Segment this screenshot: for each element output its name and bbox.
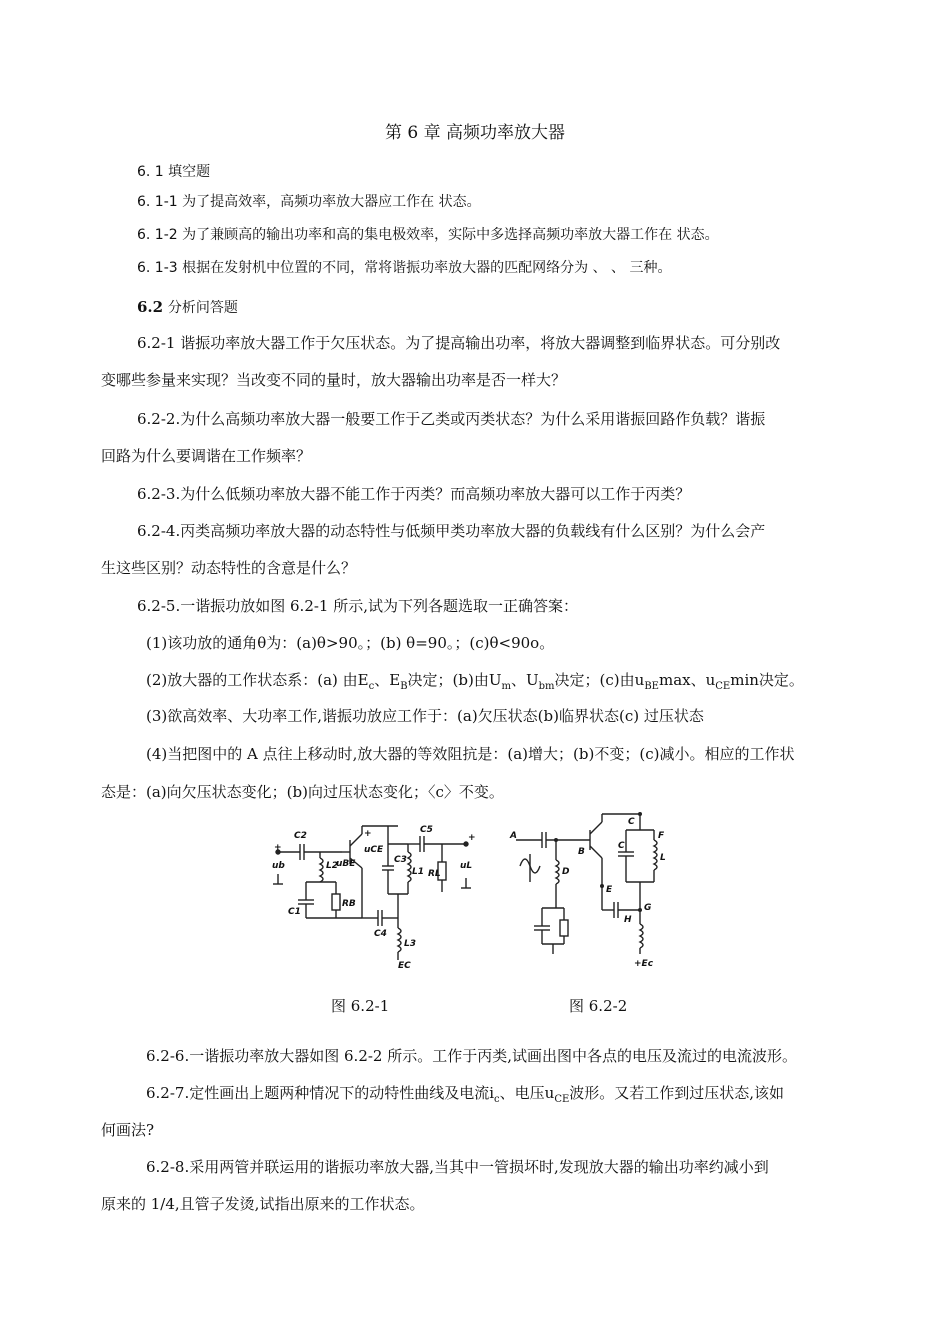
- fig2-label-e: E: [606, 885, 613, 895]
- q7-sub-ce: CE: [554, 1094, 570, 1105]
- fig1-label-plus-output: +: [468, 833, 476, 843]
- option2-text-f: max、u: [658, 671, 716, 689]
- option2-sub-m: m: [501, 681, 511, 692]
- option2-text-b: 、E: [374, 671, 401, 689]
- fig1-label-c3: C3: [394, 855, 407, 865]
- question-6-2-8-line1: 6.2-8.采用两管并联运用的谐振功率放大器,当其中一管损坏时,发现放大器的输出功率约减小到: [146, 1158, 769, 1176]
- fig2-label-d: D: [562, 867, 570, 877]
- fig2-label-b: B: [578, 847, 585, 857]
- fig1-label-c1: C1: [288, 907, 301, 917]
- question-6-1-1: 6. 1-1 为了提高效率，高频功率放大器应工作在 状态。: [137, 194, 481, 210]
- fig1-label-l1: L1: [412, 867, 424, 877]
- circuit-diagram-2: [508, 808, 678, 973]
- analysis-heading: [137, 297, 238, 318]
- figure-6-2-2-caption: 图 6.2-2: [569, 997, 628, 1015]
- question-6-2-1-line1: 6.2-1 谐振功率放大器工作于欠压状态。为了提高输出功率，将放大器调整到临界状态。可分别改: [137, 334, 781, 352]
- option2-sub-bm: bm: [538, 681, 555, 692]
- analysis-heading-number: 6.2: [137, 298, 164, 316]
- fig2-label-l: L: [660, 853, 666, 863]
- question-6-1-2: 6. 1-2 为了兼顾高的输出功率和高的集电极效率，实际中多选择高频功率放大器工作在 状态。: [137, 227, 719, 243]
- fig1-label-c5: C5: [420, 825, 433, 835]
- fig1-label-plus-input: +: [274, 843, 282, 853]
- fig1-label-ube: uBE: [336, 859, 356, 869]
- fig1-label-ul: uL: [460, 861, 473, 871]
- question-6-2-3: 6.2-3.为什么低频功率放大器不能工作于丙类？而高频功率放大器可以工作于丙类？: [137, 485, 691, 503]
- question-6-2-7-line2: 何画法?: [101, 1121, 155, 1139]
- q7-text-a: 6.2-7.定性画出上题两种情况下的动特性曲线及电流i: [146, 1084, 495, 1102]
- option2-sub-b: B: [400, 681, 408, 692]
- fig2-label-ec: +Ec: [634, 959, 654, 969]
- option2-text-c: 决定；(b)由U: [407, 671, 502, 689]
- question-6-2-8-line2: 原来的 1/4,且管子发烫,试指出原来的工作状态。: [101, 1195, 425, 1213]
- fig2-label-a: A: [510, 831, 517, 841]
- question-6-2-5-line1: 6.2-5.一谐振功放如图 6.2-1 所示,试为下列各题选取一正确答案：: [137, 597, 579, 615]
- question-6-2-1-line2: 变哪些参量来实现？当改变不同的量时，放大器输出功率是否一样大？: [101, 371, 567, 389]
- question-6-2-2-line2: 回路为什么要调谐在工作频率？: [101, 447, 312, 465]
- figure-6-2-1-caption: 图 6.2-1: [331, 997, 390, 1015]
- q7-text-c: 波形。又若工作到过压状态,该如: [569, 1084, 785, 1102]
- fig1-label-c4: C4: [374, 929, 387, 939]
- fig2-label-h: H: [624, 915, 632, 925]
- circuit-diagram-1: [270, 822, 485, 972]
- question-6-2-4-line2: 生这些区别？动态特性的含意是什么？: [101, 559, 357, 577]
- figure-6-2-2: [508, 808, 678, 973]
- question-6-2-5-option4-line2: 态是：(a)向欠压状态变化；(b)向过压状态变化；〈c〉不变。: [101, 783, 504, 801]
- question-6-2-5-option3: (3)欲高效率、大功率工作,谐振功放应工作于：(a)欠压状态(b)临界状态(c) 过压状态: [146, 707, 704, 725]
- question-6-2-5-option4-line1: (4)当把图中的 A 点往上移动时,放大器的等效阻抗是：(a)增大；(b)不变；(c)减小。相应的工作状: [146, 745, 795, 763]
- fig1-label-ub: ub: [272, 861, 285, 871]
- fig1-label-c2: C2: [294, 831, 307, 841]
- fig1-label-ec: EC: [398, 961, 411, 971]
- question-6-2-5-option1: (1)该功放的通角θ为：(a)θ>90。；(b) θ=90。；(c)θ<90o。: [146, 634, 555, 652]
- fig2-label-c-cap: C: [618, 841, 625, 851]
- fig1-label-uce: uCE: [364, 845, 384, 855]
- option2-sub-c: c: [368, 681, 375, 692]
- question-6-2-6: 6.2-6.一谐振功率放大器如图 6.2-2 所示。工作于丙类,试画出图中各点的电压及流过的电流波形。: [146, 1047, 798, 1065]
- chapter-title: 第 6 章 高频功率放大器: [384, 123, 566, 143]
- option2-text-a: (2)放大器的工作状态系：(a) 由E: [146, 671, 369, 689]
- question-6-2-7-line1: [146, 1083, 784, 1103]
- fig1-label-plus-collector: +: [364, 829, 372, 839]
- fig2-label-c-node: C: [628, 817, 635, 827]
- fig1-label-l3: L3: [404, 939, 416, 949]
- q7-text-b: 、电压u: [499, 1084, 555, 1102]
- option2-text-g: min决定。: [730, 671, 804, 689]
- fig2-label-f: F: [658, 831, 665, 841]
- option2-sub-ce: CE: [715, 681, 731, 692]
- fig1-label-rl: RL: [428, 869, 441, 879]
- option2-text-e: 决定；(c)由u: [554, 671, 645, 689]
- fill-blank-heading: 6. 1 填空题: [137, 164, 211, 180]
- option2-text-d: 、U: [510, 671, 539, 689]
- question-6-1-3: 6. 1-3 根据在发射机中位置的不同，常将谐振功率放大器的匹配网络分为 、 、 三种。: [137, 260, 672, 276]
- analysis-heading-text: 分析问答题: [167, 300, 238, 316]
- option2-sub-be: BE: [644, 681, 659, 692]
- question-6-2-4-line1: 6.2-4.丙类高频功率放大器的动态特性与低频甲类功率放大器的负载线有什么区别？为什么会产: [137, 522, 766, 540]
- fig1-label-l2: L2: [326, 861, 338, 871]
- q7-sub-c: c: [494, 1094, 500, 1105]
- figure-6-2-1: [270, 822, 485, 972]
- question-6-2-5-option2: [146, 670, 804, 690]
- fig1-label-rb: RB: [342, 899, 356, 909]
- fig2-label-g: G: [644, 903, 652, 913]
- question-6-2-2-line1: 6.2-2.为什么高频功率放大器一般要工作于乙类或丙类状态？为什么采用谐振回路作负载？谐振: [137, 410, 766, 428]
